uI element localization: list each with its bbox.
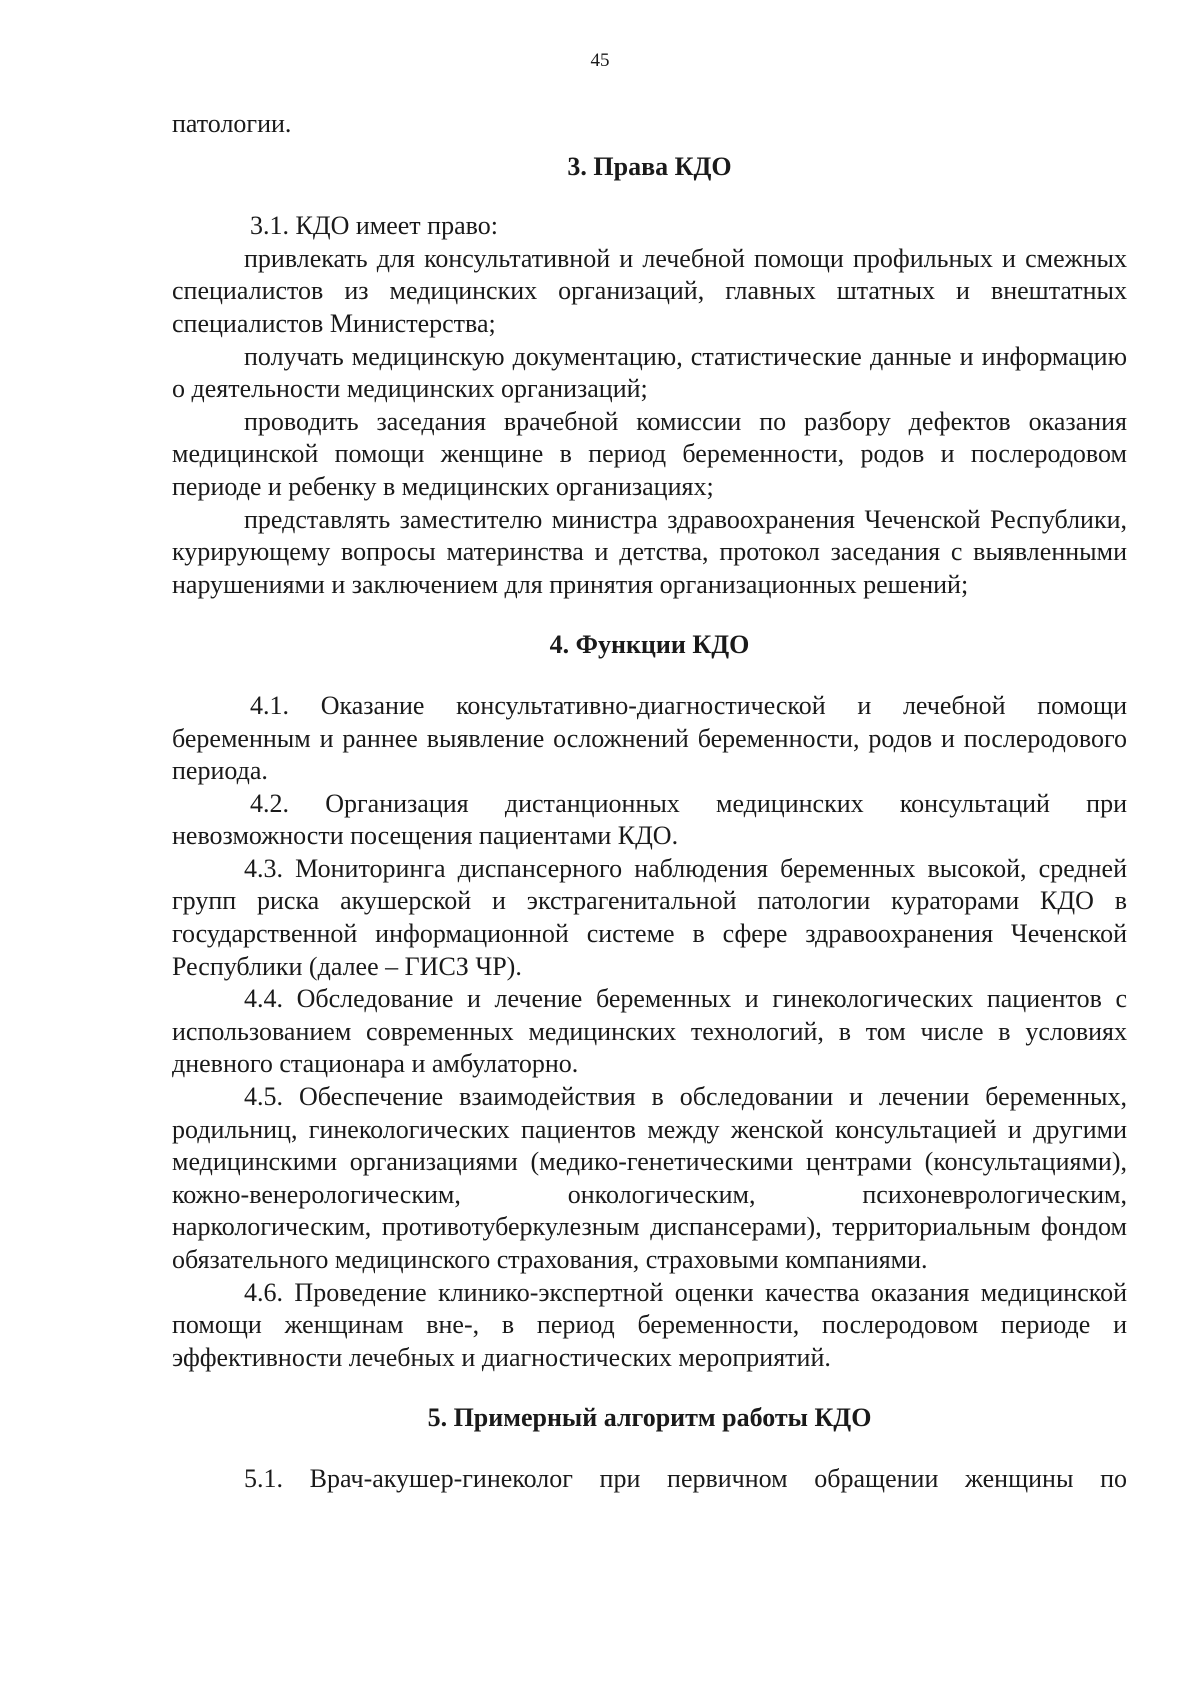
document-body [172,108,1127,1496]
lead-text: патологии. [172,109,292,138]
page-number: 45 [590,50,610,71]
section-4-item: 4.3. Мониторинга диспансерного наблюдения беременных высокой, средней групп риска акушерской и экстрагенитальной патологии кураторами КДО в государственной информационной системе в сфере здравоохранения Чеченской Республики (далее – ГИСЗ ЧР). [172,853,1127,981]
section-4-item: 4.4. Обследование и лечение беременных и гинекологических пациентов с использованием современных медицинских технологий, в том числе в условиях дневного стационара и амбулаторно. [172,984,1127,1079]
section-3-item: получать медицинскую документацию, статистические данные и информацию о деятельности медицинских организаций; [172,341,1127,404]
section-4-item: 4.6. Проведение клинико-экспертной оценки качества оказания медицинской помощи женщинам вне-, в период беременности, послеродовом периоде и эффективности лечебных и диагностических мероприятий. [172,1277,1127,1372]
section-4-heading: 4. Функции КДО [549,630,750,660]
section-5-heading: 5. Примерный алгоритм работы КДО [427,1403,872,1433]
section-4-item: 4.1. Оказание консультативно-диагностической и лечебной помощи беременным и раннее выявление осложнений беременности, родов и послеродового периода. [172,690,1127,786]
section-4-item: 4.2. Организация дистанционных медицинских консультаций при невозможности посещения пациентами КДО. [172,788,1127,851]
section-3-item: представлять заместителю министра здравоохранения Чеченской Республики, курирующему вопросы материнства и детства, протокол заседания с выявленными нарушениями и заключением для принятия организационных решений; [172,504,1127,599]
section-3-item: проводить заседания врачебной комиссии по разбору дефектов оказания медицинской помощи женщине в период беременности, родов и послеродовом периоде и ребенку в медицинских организациях; [172,406,1127,501]
section-3-intro: 3.1. КДО имеет право: [250,211,498,241]
section-4-item: 4.5. Обеспечение взаимодействия в обследовании и лечении беременных, родильниц, гинекологических пациентов между женской консультацией и другими медицинскими организациями (медико-генетическими центрами (консультациями), кожно-венерологическим, онкологическим, психоневрологическим, наркологическим, противотуберкулезным диспансерами), территориальным фондом обязательного медицинского страхования, страховыми компаниями. [172,1082,1127,1274]
section-5-item: 5.1. Врач-акушер-гинеколог при первичном обращении женщины по [244,1463,1127,1493]
section-3-item: привлекать для консультативной и лечебной помощи профильных и смежных специалистов из медицинских организаций, главных штатных и внештатных специалистов Министерства; [172,243,1127,338]
section-3-heading: 3. Права КДО [567,151,732,181]
